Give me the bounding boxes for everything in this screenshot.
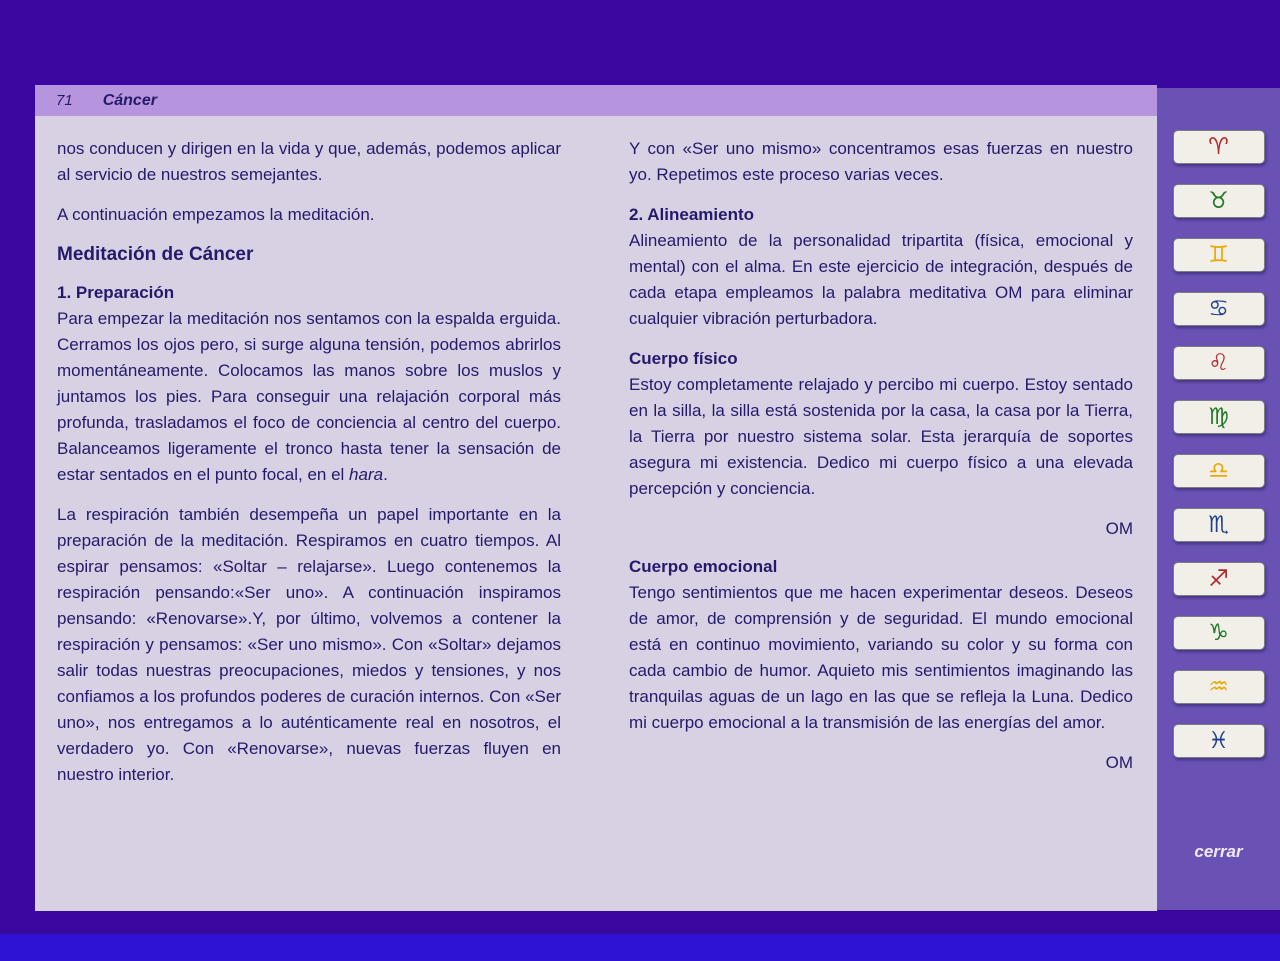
capricornio-icon: ♑ (1208, 619, 1229, 646)
zodiac-button-geminis[interactable] (1173, 238, 1265, 272)
paragraph-cuerpo-emocional: Tengo sentimientos que me hacen experimentar deseos. Deseos de amor, de comprensión y de seguridad. El mundo emocional está en continuo movimiento, variando su color y su forma con cada cambio de humor. Aquieto mis sentimientos imaginando las tranquilas aguas de un lago en las que se refleja la Luna. Dedico mi cuerpo emocional a la transmisión de las energías del amor. (629, 583, 1133, 732)
piscis-icon: ♓ (1208, 727, 1229, 754)
subsection-title-cuerpo-fisico: Cuerpo físico (629, 349, 738, 368)
paragraph-intro: nos conducen y dirigen en la vida y que, además, podemos aplicar al servicio de nuestros semejantes. (57, 139, 561, 184)
italic-term: hara (349, 465, 384, 484)
leo-icon: ♌ (1208, 349, 1229, 376)
zodiac-button-capricornio[interactable] (1173, 616, 1265, 650)
paragraph-continuation: Y con «Ser uno mismo» concentramos esas fuerzas en nuestro yo. Repetimos este proceso varias veces. (629, 139, 1133, 184)
paragraph-respiracion: La respiración también desempeña un papel importante en la preparación de la meditación. Respiramos en cuatro tiempos. Al espirar pensamos: «Soltar – relajarse». Luego contenemos la respiración pensando:«Ser uno». A continuación inspiramos pensando: «Renovarse».Y, por último, volvemos a contener la respiración y pensamos: «Ser uno mismo». Con «Soltar» dejamos salir todas nuestras preocupaciones, miedos y tensiones, y nos confiamos a los profundos poderes de curación internos. Con «Ser uno», nos entregamos a lo auténticamente real en nosotros, el verdadero yo. Con «Renovarse», nuevas fuerzas fluyen en nuestro interior. (57, 505, 561, 784)
page-body (35, 116, 1157, 802)
zodiac-button-aries[interactable] (1173, 130, 1265, 164)
left-column (57, 136, 561, 802)
paragraph-text: Para empezar la meditación nos sentamos con la espalda erguida. Cerramos los ojos pero, si surge alguna tensión, podemos abrirlos momentáneamente. Colocamos las manos sobre los muslos y juntamos los pies. Para conseguir una relajación corporal más profunda, trasladamos el foco de conciencia al centro del cuerpo. Balanceamos ligeramente el tronco hasta tener la sensación de estar sentados en el punto focal, en el (57, 309, 561, 484)
libra-icon: ♎ (1208, 457, 1229, 484)
sagitario-icon: ♐ (1208, 565, 1229, 592)
bottom-border (0, 934, 1280, 961)
paragraph-text: . (383, 465, 388, 484)
zodiac-button-sagitario[interactable] (1173, 562, 1265, 596)
page-number: 71 (56, 92, 73, 109)
geminis-icon: ♊ (1208, 241, 1229, 268)
section-title: Meditación de Cáncer (57, 244, 254, 265)
zodiac-button-tauro[interactable] (1173, 184, 1265, 218)
zodiac-button-escorpio[interactable] (1173, 508, 1265, 542)
aries-icon: ♈ (1208, 133, 1229, 160)
subsection-title-alineamiento: 2. Alineamiento (629, 205, 755, 224)
escorpio-icon: ♏ (1208, 511, 1229, 538)
right-column (629, 136, 1133, 802)
virgo-icon: ♍ (1208, 403, 1229, 430)
tauro-icon: ♉ (1208, 187, 1229, 214)
paragraph-alineamiento: Alineamiento de la personalidad tripartita (física, emocional y mental) con el alma. En este ejercicio de integración, después de cada etapa empleamos la palabra meditativa OM para eliminar cualquier vibración perturbadora. (629, 231, 1133, 328)
om-mantra: OM (1105, 753, 1133, 772)
om-mantra: OM (1105, 519, 1133, 538)
zodiac-sidebar (1157, 88, 1280, 910)
zodiac-button-leo[interactable] (1173, 346, 1265, 380)
acuario-icon: ♒ (1208, 673, 1229, 700)
zodiac-button-virgo[interactable] (1173, 400, 1265, 434)
zodiac-button-piscis[interactable] (1173, 724, 1265, 758)
close-link[interactable]: cerrar (1194, 842, 1243, 861)
page-header (35, 85, 1157, 116)
zodiac-sidebar-buttons (1157, 88, 1280, 758)
page-panel (35, 85, 1157, 911)
zodiac-button-libra[interactable] (1173, 454, 1265, 488)
zodiac-button-cancer[interactable] (1173, 292, 1265, 326)
paragraph-preparacion (57, 306, 561, 488)
paragraph-lead: A continuación empezamos la meditación. (57, 205, 375, 224)
subsection-title-cuerpo-emocional: Cuerpo emocional (629, 557, 778, 576)
cancer-icon: ♋ (1208, 295, 1229, 322)
zodiac-button-acuario[interactable] (1173, 670, 1265, 704)
page-title: Cáncer (102, 91, 157, 109)
paragraph-cuerpo-fisico: Estoy completamente relajado y percibo mi cuerpo. Estoy sentado en la silla, la silla está sostenida por la casa, la casa por la Tierra, la Tierra por nuestro sistema solar. Esta jerarquía de soportes asegura mi existencia. Dedico mi cuerpo físico a una elevada percepción y conciencia. (629, 375, 1133, 498)
subsection-title-preparacion: 1. Preparación (57, 283, 175, 302)
